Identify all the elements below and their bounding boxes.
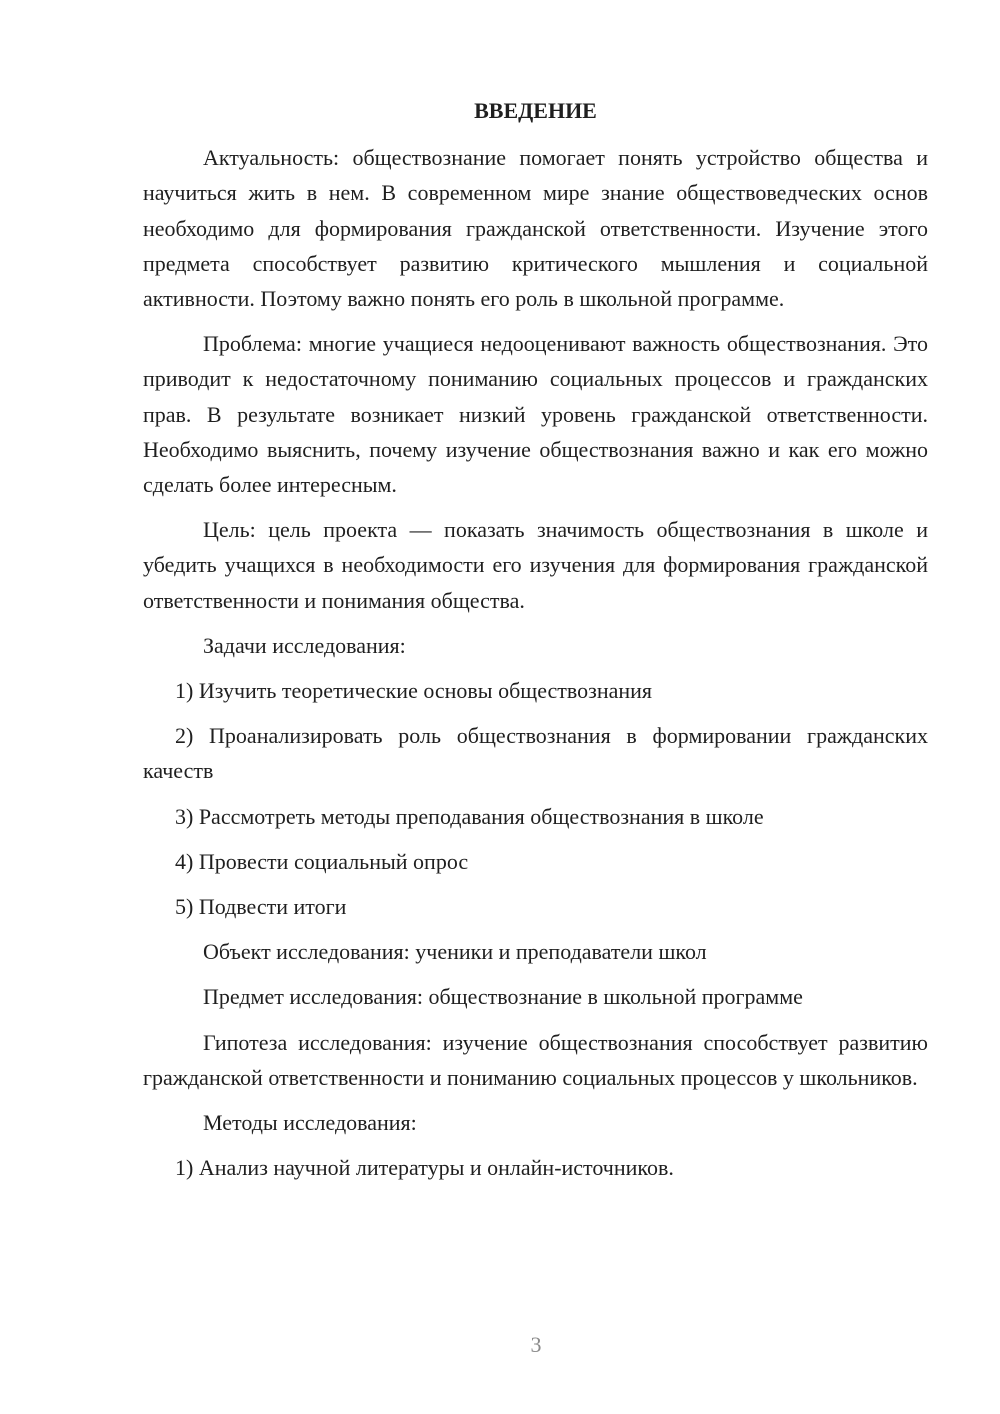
task-item: 5) Подвести итоги <box>175 894 347 920</box>
subject-paragraph: Предмет исследования: обществознание в школьной программе <box>203 984 803 1010</box>
method-item: 1) Анализ научной литературы и онлайн-источников. <box>175 1155 674 1181</box>
task-item: 2) Проанализировать роль обществознания в формировании гражданских качеств <box>143 723 928 784</box>
task-item: 1) Изучить теоретические основы обществознания <box>175 678 653 704</box>
relevance-paragraph: Актуальность: обществознание помогает понять устройство общества и научиться жить в нем. В современном мире знание обществоведческих основ необходимо для формирования гражданской ответственности. Изучение этого предмета способствует развитию критического мышления и социальной активности. Поэтому важно понять его роль в школьной программе. <box>143 145 928 312</box>
page-title: ВВЕДЕНИЕ <box>474 98 597 123</box>
methods-heading: Методы исследования: <box>203 1110 417 1136</box>
hypothesis-paragraph: Гипотеза исследования: изучение обществознания способствует развитию гражданской ответственности и пониманию социальных процессов у школьников. <box>143 1029 928 1090</box>
problem-paragraph: Проблема: многие учащиеся недооценивают важность обществознания. Это приводит к недостаточному пониманию социальных процессов и гражданских прав. В результате возникает низкий уровень гражданской ответственности. Необходимо выяснить, почему изучение обществознания важно и как его можно сделать более интересным. <box>143 331 928 498</box>
object-paragraph: Объект исследования: ученики и преподаватели школ <box>203 939 707 965</box>
goal-paragraph: Цель: цель проекта — показать значимость обществознания в школе и убедить учащихся в необходимости его изучения для формирования гражданской ответственности и понимания общества. <box>143 517 928 613</box>
page-number: 3 <box>530 1332 542 1357</box>
task-item: 3) Рассмотреть методы преподавания обществознания в школе <box>175 803 764 829</box>
tasks-heading: Задачи исследования: <box>203 632 406 658</box>
task-item: 4) Провести социальный опрос <box>175 848 469 874</box>
page-content <box>143 93 928 1195</box>
